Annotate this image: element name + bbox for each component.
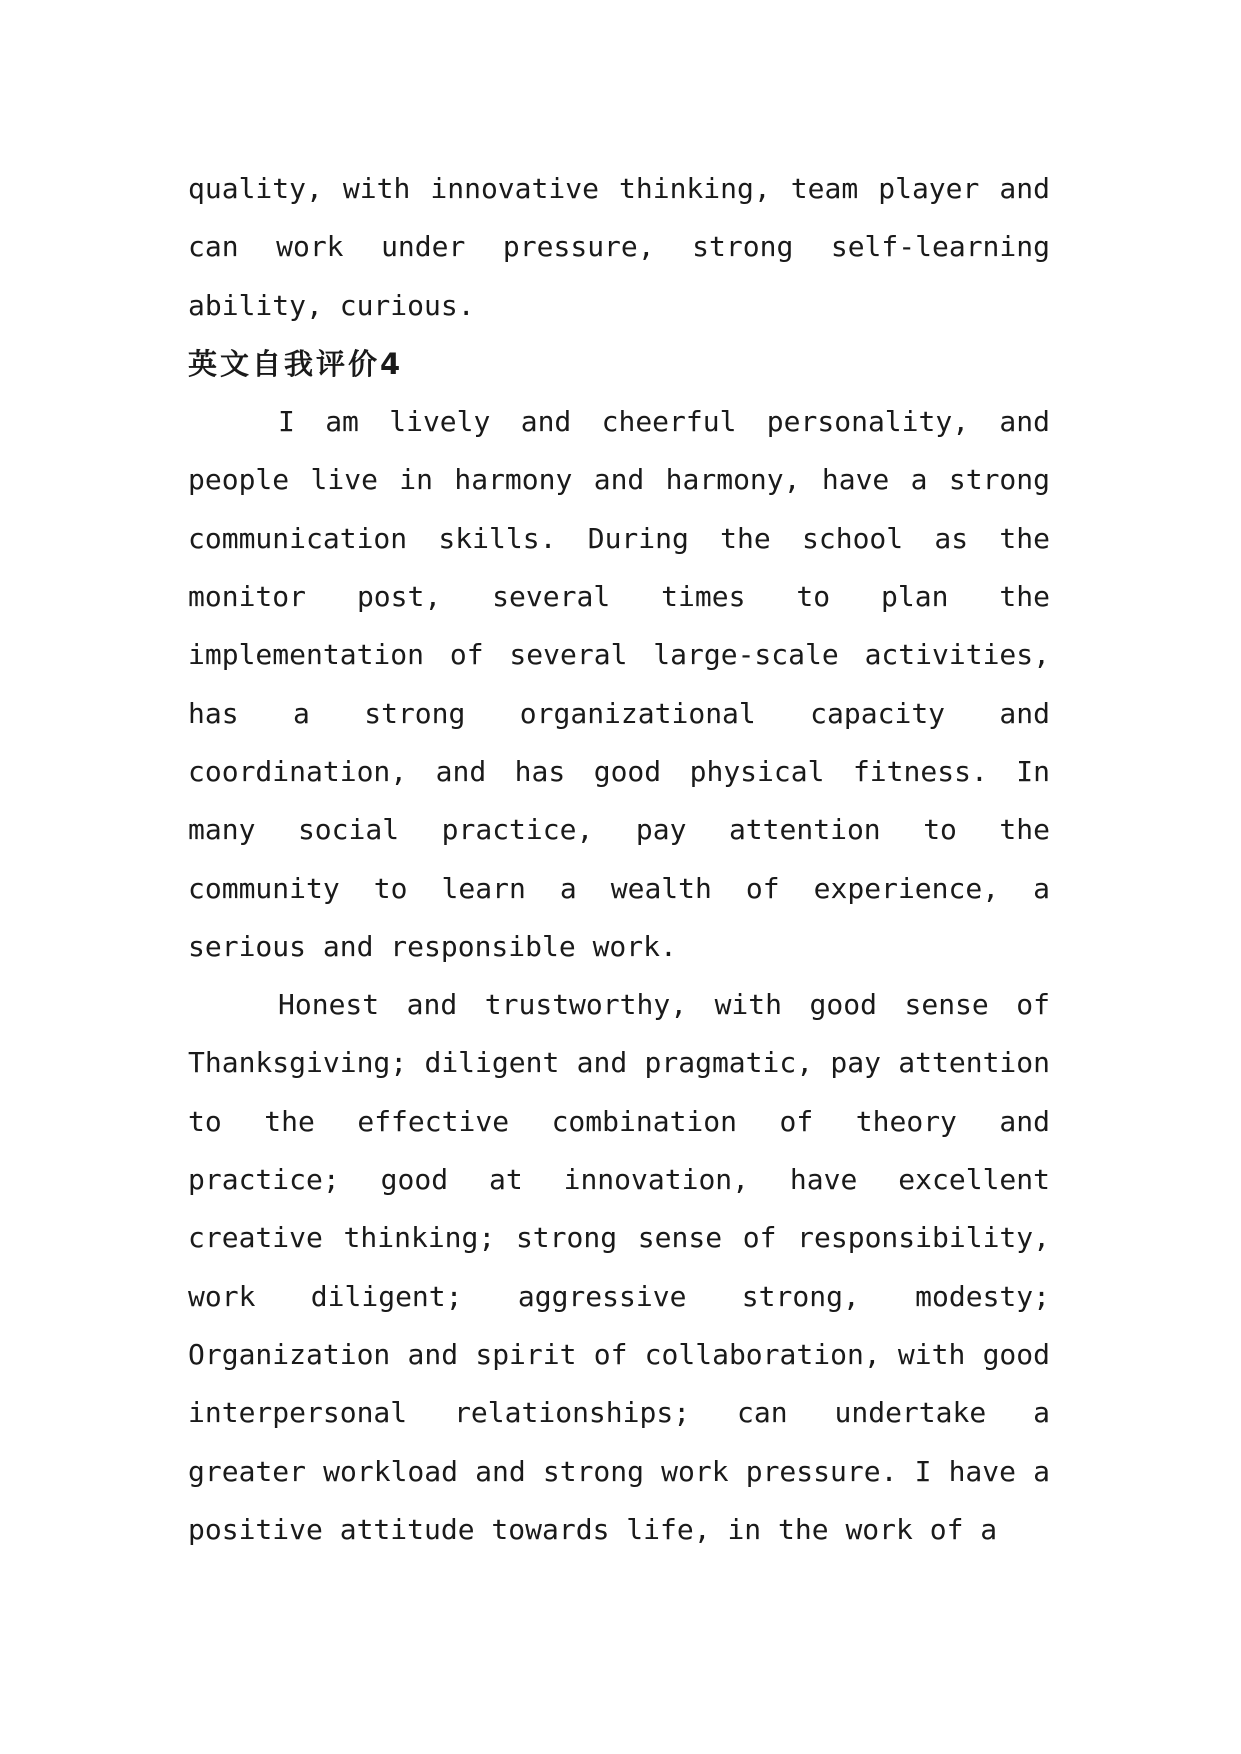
body-paragraph-1: I am lively and cheerful personality, and people live in harmony and harmony, have a strong communication skills. During the school as the monitor post, several times to plan the implementation of several large-scale activities, has a strong organizational capacity and coordination, and has good physical fitness. In many social practice, pay attention to the community to learn a wealth of experience, a serious and responsible work. (188, 405, 1050, 963)
document-page (188, 160, 1050, 1559)
body-paragraph-2: Honest and trustworthy, with good sense of Thanksgiving; diligent and pragmatic, pay attention to the effective combination of theory and practice; good at innovation, have excellent creative thinking; strong sense of responsibility, work diligent; aggressive strong, modesty; Organization and spirit of collaboration, with good interpersonal relationships; can undertake a greater workload and strong work pressure. I have a positive attitude towards life, in the work of a (188, 988, 1050, 1546)
continuation-paragraph: quality, with innovative thinking, team player and can work under pressure, strong self-learning ability, curious. (188, 172, 1050, 322)
section-heading: 英文自我评价4 (188, 346, 404, 381)
